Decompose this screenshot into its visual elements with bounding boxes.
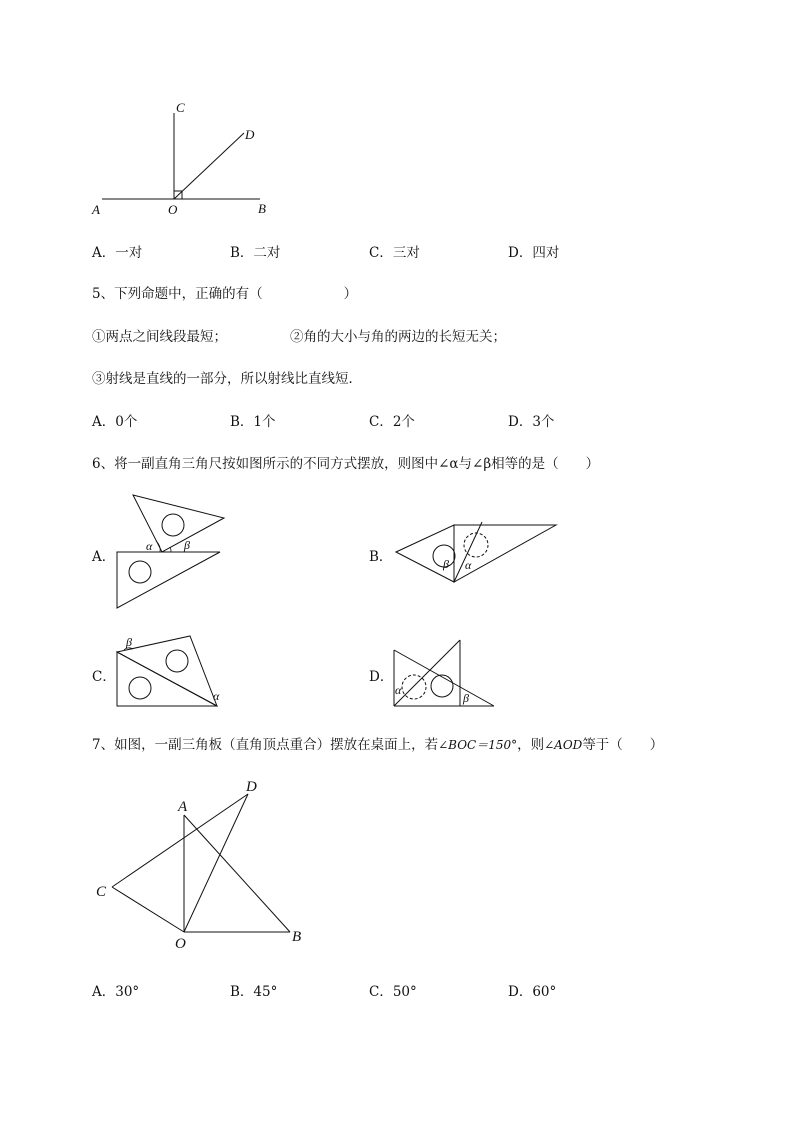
q4-option-c-text: 三对	[392, 245, 420, 261]
q5-option-d-letter: D．	[508, 414, 533, 430]
q7-option-c-letter: C．	[369, 984, 393, 1000]
q5-option-a-text: 0个	[115, 414, 138, 430]
q6d-beta: β	[463, 691, 469, 705]
q6-option-d[interactable]: D．	[369, 669, 394, 685]
q7-option-b-text: 45°	[253, 984, 278, 1000]
q6c-alpha: α	[213, 689, 220, 703]
q7-stem-mid: ，则	[517, 737, 545, 753]
q4-option-d-letter: D．	[508, 245, 533, 261]
q4-label-O: O	[168, 202, 178, 217]
q7-option-c[interactable]	[369, 980, 417, 1000]
q5-stem: 5、下列命题中，正确的有（ ）	[92, 286, 358, 302]
q7-option-b-letter: B．	[230, 984, 254, 1000]
q7-label-B: B	[292, 929, 302, 945]
q5-statement-1: ①两点之间线段最短；	[92, 329, 227, 345]
q7-option-b[interactable]	[230, 980, 277, 1000]
q6a-beta: β	[184, 538, 190, 552]
q7-condition: ∠BOC＝150°	[438, 738, 518, 752]
q7-label-D: D	[246, 779, 257, 795]
q4-option-a-text: 一对	[115, 245, 143, 261]
q7-option-a[interactable]	[92, 980, 139, 1000]
q5-option-c-letter: C．	[369, 414, 393, 430]
q7-option-c-text: 50°	[392, 984, 417, 1000]
q7-option-a-text: 30°	[115, 984, 140, 1000]
q5-option-c-text: 2个	[392, 414, 415, 430]
q5-option-b-text: 1个	[253, 414, 276, 430]
q4-option-b-letter: B．	[230, 245, 254, 261]
q5-option-a-letter: A．	[92, 414, 116, 430]
q6-option-c[interactable]: C．	[92, 669, 116, 685]
q6a-alpha: α	[146, 539, 153, 553]
q7-option-d-letter: D．	[508, 984, 533, 1000]
q5-statement-3: ③射线是直线的一部分，所以射线比直线短．	[92, 371, 362, 387]
q4-option-b-text: 二对	[253, 245, 281, 261]
q4-label-B: B	[258, 201, 266, 216]
q4-label-C: C	[176, 100, 185, 115]
q7-label-C: C	[96, 884, 107, 900]
q6d-alpha: α	[395, 683, 402, 697]
q6-stem: 6、将一副直角三角尺按如图所示的不同方式摆放，则图中∠α与∠β相等的是（ ）	[92, 456, 600, 472]
q7-option-d[interactable]	[508, 980, 556, 1000]
q6b-alpha: α	[465, 558, 472, 572]
q4-label-D: D	[245, 127, 255, 142]
q6-option-a[interactable]: A．	[92, 549, 116, 565]
q4-option-d-text: 四对	[532, 245, 560, 261]
q6-option-b[interactable]: B．	[369, 549, 393, 565]
q7-stem-pre: 7、如图，一副三角板（直角顶点重合）摆放在桌面上，若	[92, 737, 439, 753]
q4-label-A: A	[92, 202, 100, 217]
q5-option-b-letter: B．	[230, 414, 254, 430]
q5-option-d-text: 3个	[532, 414, 555, 430]
q4-option-a-letter: A．	[92, 245, 116, 261]
q5-statement-2: ②角的大小与角的两边的长短无关；	[290, 329, 506, 345]
q6c-beta: β	[126, 635, 132, 649]
q7-option-d-text: 60°	[532, 984, 557, 1000]
q7-label-O: O	[175, 936, 186, 952]
q4-option-c-letter: C．	[369, 245, 393, 261]
q7-option-a-letter: A．	[92, 984, 116, 1000]
q6b-beta: β	[443, 557, 449, 571]
q7-stem-post: 等于（ ）	[582, 737, 664, 753]
q7-target: ∠AOD	[544, 738, 583, 752]
q7-label-A: A	[178, 799, 188, 815]
